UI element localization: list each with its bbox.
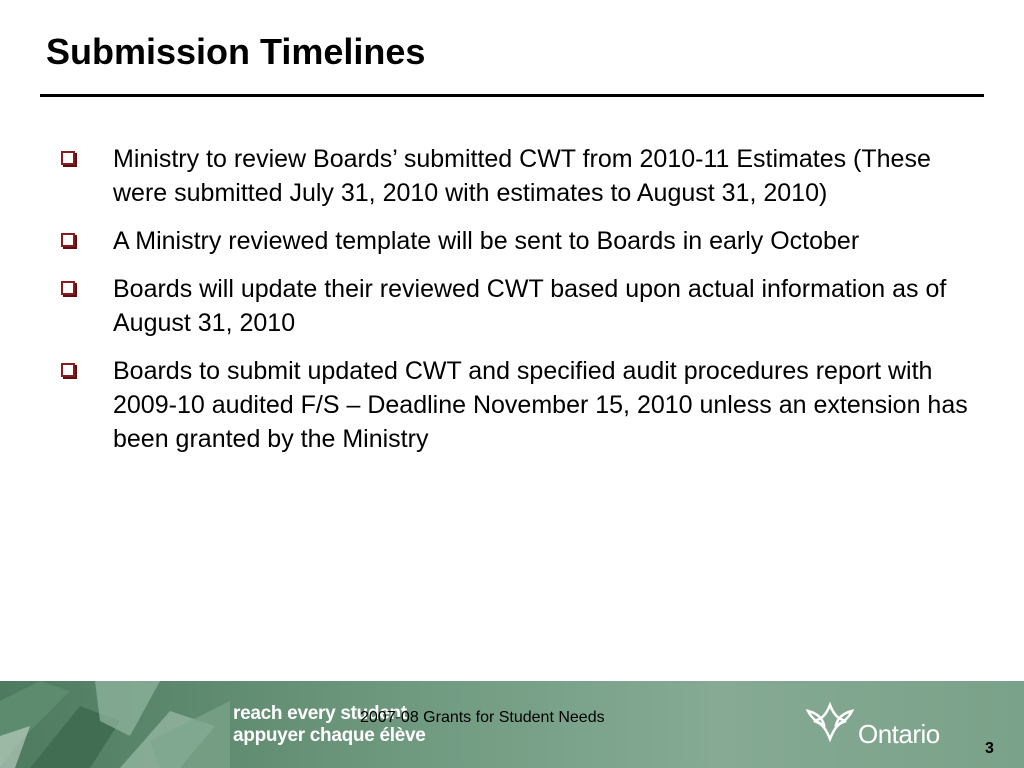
footer-banner: [0, 681, 1024, 768]
slogan-line-french: appuyer chaque élève: [233, 725, 426, 746]
bullet-list: [58, 142, 978, 470]
bullet-text: A Ministry reviewed template will be sent to Boards in early October: [113, 227, 860, 255]
bullet-item: [58, 354, 978, 456]
slogan-line-english: reach every student: [233, 703, 407, 724]
ontario-logo-text: Ontario: [858, 719, 940, 749]
bullet-item: [58, 272, 978, 340]
bullet-text: Ministry to review Boards’ submitted CWT from 2010-11 Estimates (These were submitted July 31, 2010 with estimates to August 31, 2010): [113, 145, 931, 207]
footer-caption: 2007-08 Grants for Student Needs: [360, 709, 605, 726]
checkbox-bullet-icon: [61, 233, 75, 247]
checkbox-bullet-icon: [61, 363, 75, 377]
page-number: 3: [985, 740, 994, 757]
bullet-item: [58, 224, 978, 258]
slide-title: Submission Timelines: [46, 31, 426, 72]
trillium-icon: [800, 701, 860, 747]
checkbox-bullet-icon: [61, 151, 75, 165]
checkbox-bullet-icon: [61, 281, 75, 295]
leaf-graphic-icon: [0, 681, 230, 768]
bullet-item: [58, 142, 978, 210]
bullet-text: Boards to submit updated CWT and specified audit procedures report with 2009-10 audited F/S – Deadline November 15, 2010 unless an extension has been granted by the Ministry: [113, 357, 968, 453]
title-divider: [40, 94, 984, 97]
bullet-text: Boards will update their reviewed CWT based upon actual information as of August 31, 2010: [113, 275, 947, 337]
